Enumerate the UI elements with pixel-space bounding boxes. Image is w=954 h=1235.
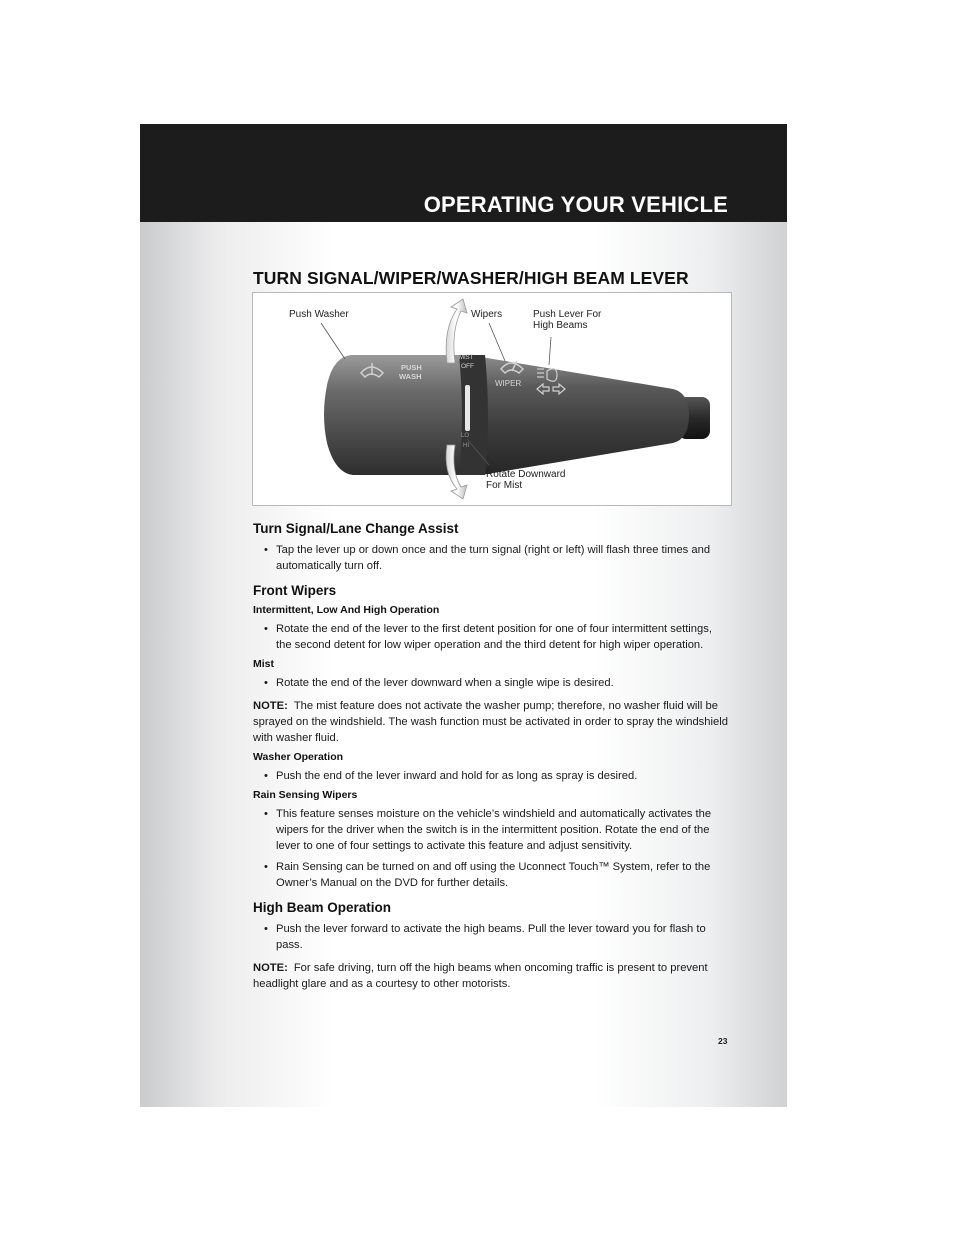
lever-text-off: OFF	[461, 363, 474, 370]
bullet-turn-signal: • Tap the lever up or down once and the turn signal (right or left) will flash three times and automatically turn off.	[253, 542, 728, 574]
bullet-intermittent: • Rotate the end of the lever to the first detent position for one of four intermittent settings, the second detent for low wiper operation and the third detent for high wiper operation.	[253, 621, 728, 653]
section-title: TURN SIGNAL/WIPER/WASHER/HIGH BEAM LEVER	[253, 268, 689, 288]
heading-front-wipers: Front Wipers	[253, 583, 337, 598]
note-label: NOTE:	[253, 700, 288, 712]
subheading-intermittent: Intermittent, Low And High Operation	[253, 604, 440, 616]
label-push-lever-line1: Push Lever For	[533, 309, 602, 320]
page-header-title: OPERATING YOUR VEHICLE	[423, 192, 728, 217]
lever-text-hi: HI	[463, 443, 469, 449]
page-number: 23	[718, 1036, 728, 1046]
lever-body	[481, 357, 689, 475]
lever-text-push: PUSH	[401, 363, 422, 372]
heading-turn-signal: Turn Signal/Lane Change Assist	[253, 521, 459, 536]
label-push-lever-line2: High Beams	[533, 320, 588, 331]
label-push-washer: Push Washer	[289, 309, 349, 320]
bullet-rain-sensing-2: • Rain Sensing can be turned on and off using the Uconnect Touch™ System, refer to the Owner’s Manual on the DVD for further details.	[253, 859, 728, 891]
note-label: NOTE:	[253, 962, 288, 974]
label-rotate-line1: Rotate Downward	[486, 469, 566, 480]
bullet-washer: • Push the end of the lever inward and hold for as long as spray is desired.	[253, 768, 728, 784]
label-rotate-line2: For Mist	[486, 480, 523, 491]
note-high-beam	[253, 960, 728, 992]
bullet-mist: • Rotate the end of the lever downward when a single wipe is desired.	[253, 675, 728, 691]
manual-page	[140, 124, 787, 1107]
lever-text-wiper: WIPER	[495, 379, 522, 388]
label-wipers: Wipers	[471, 309, 503, 320]
lever-collar	[459, 355, 488, 475]
page-content	[253, 521, 728, 997]
bullet-rain-sensing-1: • This feature senses moisture on the vehicle’s windshield and automatically activates the wipers for the driver when the switch is in the intermittent position. Rotate the end of the lever to one of four settings to activate this feature and adjust sensitivity.	[253, 806, 728, 854]
page-header-bar	[140, 124, 787, 222]
note-text: The mist feature does not activate the washer pump; therefore, no washer fluid will be sprayed on the windshield. The wash function must be activated in order to spray the windshield with washer fluid.	[253, 700, 728, 744]
rotate-up-arrow	[446, 299, 467, 363]
subheading-rain-sensing: Rain Sensing Wipers	[253, 789, 358, 801]
lever-figure	[252, 292, 732, 506]
lever-text-mist: MIST	[459, 355, 474, 361]
leader-push-washer	[321, 323, 345, 359]
lever-text-wash: WASH	[399, 372, 422, 381]
subheading-washer: Washer Operation	[253, 751, 344, 763]
lever-text-lo: LO	[461, 433, 470, 439]
note-text: For safe driving, turn off the high beams when oncoming traffic is present to prevent headlight glare and as a courtesy to other motorists.	[253, 962, 708, 990]
leader-high-beams	[549, 337, 551, 365]
collar-indicator	[465, 385, 470, 431]
leader-wipers	[489, 323, 505, 361]
note-mist	[253, 698, 728, 746]
subheading-mist: Mist	[253, 658, 274, 670]
heading-high-beam: High Beam Operation	[253, 900, 392, 915]
bullet-high-beam: • Push the lever forward to activate the high beams. Pull the lever toward you for flash to pass.	[253, 921, 728, 953]
